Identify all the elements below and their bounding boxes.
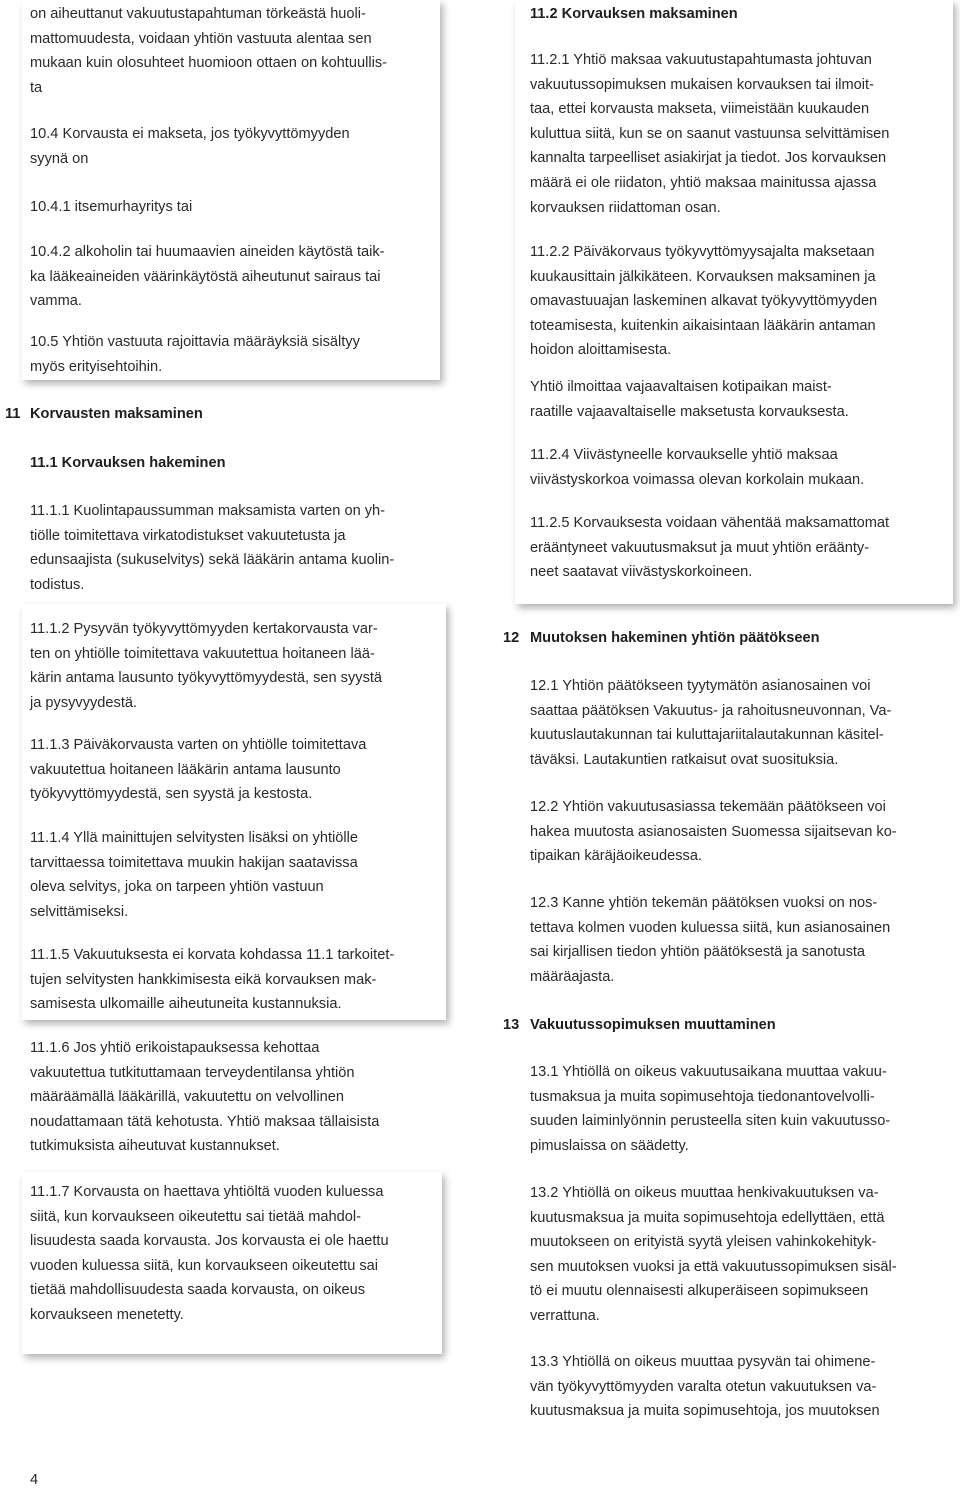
paragraph-11-1-3: 11.1.3 Päiväkorvausta varten on yhtiölle toimitettava vakuutettua hoitaneen lääkärin antama lausunto työkyvyttömyydestä, sen syystä ja kestosta. — [30, 737, 367, 803]
paragraph-13-2: 13.2 Yhtiöllä on oikeus muuttaa henkivakuutuksen va- kuutusmaksua ja muita sopimusehtoja edellyttäen, että muutokseen on erityistä syytä yleisen vahinkokehityk- sen muutoksen vuoksi ja että vakuutussopimuksen sisäl- tö ei muutu olennaisesti alkuperäiseen sopimukseen verrattuna. — [530, 1185, 897, 1324]
paragraph-12-3: 12.3 Kanne yhtiön tekemän päätöksen vuoksi on nos- tettava kolmen vuoden kuluessa siitä, kun asianosainen sai kirjallisen tiedon yhtiön päätöksestä ja sanotusta määräajasta. — [530, 895, 891, 985]
paragraph-11-1-2: 11.1.2 Pysyvän työkyvyttömyyden kertakorvausta var- ten on yhtiölle toimitettava vakuutettua hoitaneen lää- kärin antama lausunto työkyvyttömyydestä, sen syystä ja pysyvyydestä. — [30, 621, 383, 711]
paragraph-11-2-1: 11.2.1 Yhtiö maksaa vakuutustapahtumasta johtuvan vakuutussopimuksen mukaisen korvauksen tai ilmoit- taa, ettei korvausta makseta, viimeistään kuukauden kuluttua siitä, kun se on saanut vastuunsa selvittämisen kannalta tarpeelliset asiakirjat ja tiedot. Jos korvauksen määrä ei ole riidaton, yhtiö maksaa mainitussa ajassa korvauksen riidattoman osan. — [530, 52, 890, 216]
paragraph-10-3-continued: on aiheuttanut vakuutustapahtuman törkeästä huoli- mattomuudesta, voidaan yhtiön vastuuta alentaa sen mukaan kuin olosuhteet huomioon ottaen on kohtuullis- ta — [30, 6, 387, 96]
paragraph-10-4-2: 10.4.2 alkoholin tai huumaavien aineiden käytöstä taik- ka lääkeaineiden väärinkäytöstä aiheutunut sairaus tai vamma. — [30, 244, 385, 310]
paragraph-13-1: 13.1 Yhtiöllä on oikeus vakuutusaikana muuttaa vakuu- tusmaksua ja muita sopimusehtoja tiedonantovelvolli- suuden laiminlyönnin perusteella siten kuin vakuutusso- pimuslaissa on säädetty. — [530, 1064, 891, 1154]
paragraph-12-2: 12.2 Yhtiön vakuutusasiassa tekemään päätökseen voi hakea muutosta asianosaisten Suomessa sijaitsevan ko- tipaikan käräjäoikeudessa. — [530, 799, 897, 865]
paragraph-11-2-2-continued: Yhtiö ilmoittaa vajaavaltaisen kotipaikan maist- raatille vajaavaltaiselle maksetusta korvauksesta. — [530, 379, 849, 420]
paragraph-12-1: 12.1 Yhtiön päätökseen tyytymätön asianosainen voi saattaa päätöksen Vakuutus- ja rahoitusneuvonnan, Va- kuutuslautakunnan tai kuluttajariitalautakunnan käsitel- täväksi. Lautakuntien ratkaisut ovat suosituksia. — [530, 678, 892, 768]
section-heading-11: 11 Korvausten maksaminen — [5, 406, 203, 422]
subsection-heading-11-2: 11.2 Korvauksen maksaminen — [530, 6, 738, 22]
subsection-heading-11-1: 11.1 Korvauksen hakeminen — [30, 455, 226, 471]
paragraph-11-2-2: 11.2.2 Päiväkorvaus työkyvyttömyysajalta maksetaan kuukausittain jälkikäteen. Korvauksen maksaminen ja omavastuuajan laskeminen alkavat työkyvyttömyyden toteamisesta, kuitenkin aikaisintaan lääkärin antaman hoidon aloittamisesta. — [530, 244, 878, 359]
page-number: 4 — [30, 1472, 39, 1488]
section-heading-13: 13 Vakuutussopimuksen muuttaminen — [503, 1017, 776, 1033]
paragraph-11-2-4: 11.2.4 Viivästyneelle korvaukselle yhtiö maksaa viivästyskorkoa voimassa olevan korkolain mukaan. — [530, 447, 865, 488]
section-heading-12: 12 Muutoksen hakeminen yhtiön päätökseen — [503, 630, 820, 646]
paragraph-11-2-5: 11.2.5 Korvauksesta voidaan vähentää maksamattomat erääntyneet vakuutusmaksut ja muut yhtiön eräänty- neet saatavat viivästyskorkoineen. — [530, 515, 890, 581]
paragraph-11-1-7: 11.1.7 Korvausta on haettava yhtiöltä vuoden kuluessa siitä, kun korvaukseen oikeutettu sai tietää mahdol- lisuudesta saada korvausta. Jos korvausta ei ole haettu vuoden kuluessa siitä, kun korvaukseen oikeutettu sai tietää mahdollisuudesta saada korvausta, on oikeus korvaukseen menetetty. — [30, 1184, 389, 1323]
paragraph-11-1-4: 11.1.4 Yllä mainittujen selvitysten lisäksi on yhtiölle tarvittaessa toimitettava muukin hakijan saatavissa oleva selvitys, joka on tarpeen yhtiön vastuun selvittämiseksi. — [30, 830, 358, 920]
paragraph-13-3: 13.3 Yhtiöllä on oikeus muuttaa pysyvän tai ohimene- vän työkyvyttömyyden varalta otetun vakuutuksen va- kuutusmaksua ja muita sopimusehtoja, jos muutoksen — [530, 1354, 880, 1420]
paragraph-10-5: 10.5 Yhtiön vastuuta rajoittavia määräyksiä sisältyy myös erityisehtoihin. — [30, 334, 360, 375]
paragraph-10-4: 10.4 Korvausta ei makseta, jos työkyvyttömyyden syynä on — [30, 126, 350, 167]
paragraph-11-1-5: 11.1.5 Vakuutuksesta ei korvata kohdassa 11.1 tarkoitet- tujen selvitysten hankkimisesta eikä korvauksen mak- samisesta ulkomaille aiheutuneita kustannuksia. — [30, 947, 395, 1013]
paragraph-10-4-1: 10.4.1 itsemurhayritys tai — [30, 199, 193, 215]
paragraph-11-1-6: 11.1.6 Jos yhtiö erikoistapauksessa kehottaa vakuutettua tutkituttamaan terveydentilansa yhtiön määräämällä lääkärillä, vakuutettu on velvollinen noudattamaan tätä kehotusta. Yhtiö maksaa tällaisista tutkimuksista aiheutuvat kustannukset. — [30, 1040, 380, 1155]
paragraph-11-1-1: 11.1.1 Kuolintapaussumman maksamista varten on yh- tiölle toimitettava virkatodistukset vakuutetusta ja edunsaajista (sukuselvitys) sekä lääkärin antama kuolin- todistus. — [30, 503, 395, 593]
